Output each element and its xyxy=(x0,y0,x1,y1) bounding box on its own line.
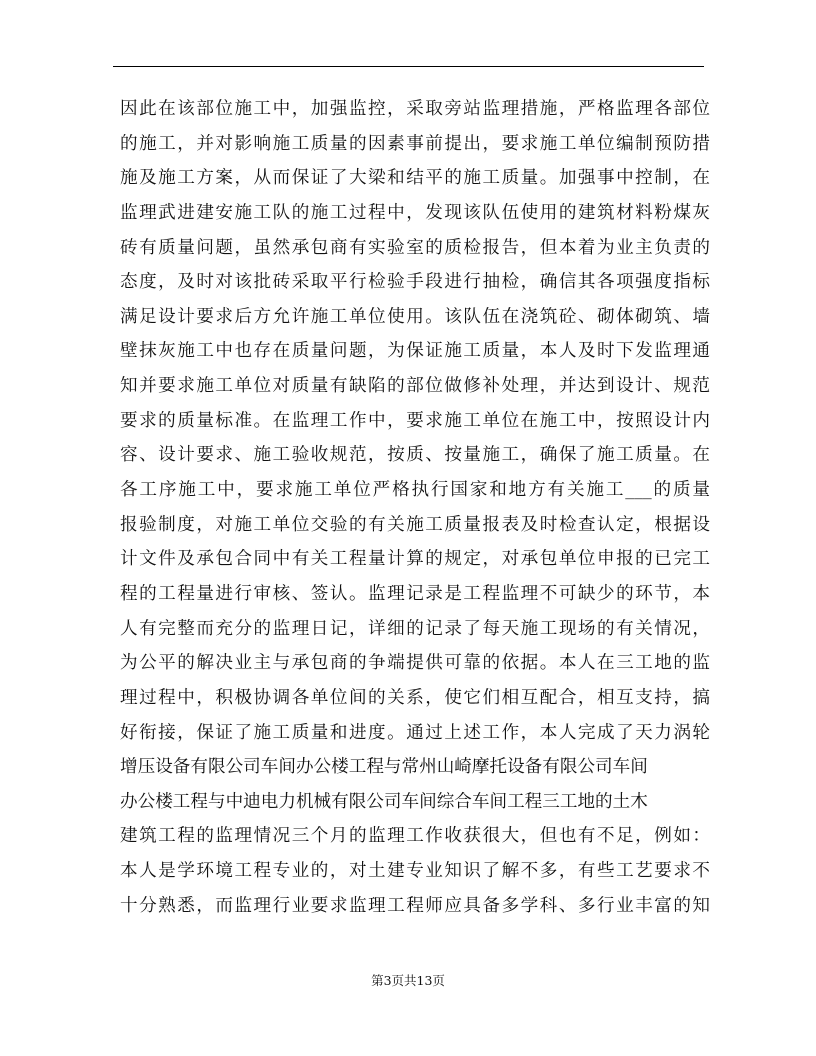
text-line: 报验制度，对施工单位交验的有关施工质量报表及时检查认定，根据设 xyxy=(120,514,710,535)
text-line: 壁抹灰施工中也存在质量问题，为保证施工质量，本人及时下发监理通 xyxy=(120,341,710,362)
text-line: 各工序施工中，要求施工单位严格执行国家和地方有关施工___的质量 xyxy=(120,480,710,501)
text-line: 增压设备有限公司车间办公楼工程与常州山崎摩托设备有限公司车间 xyxy=(120,757,648,778)
text-line: 知并要求施工单位对质量有缺陷的部位做修补处理，并达到设计、规范 xyxy=(120,376,710,397)
text-line: 施及施工方案，从而保证了大梁和结平的施工质量。加强事中控制，在 xyxy=(120,168,710,189)
text-line: 好衔接，保证了施工质量和进度。通过上述工作，本人完成了天力涡轮 xyxy=(120,722,710,743)
text-line: 计文件及承包合同中有关工程量计算的规定，对承包单位申报的已完工 xyxy=(120,549,710,570)
text-line: 因此在该部位施工中，加强监控，采取旁站监理措施，严格监理各部位 xyxy=(120,99,710,119)
header-rule xyxy=(113,66,704,67)
text-line: 程的工程量进行审核、签认。监理记录是工程监理不可缺少的环节，本 xyxy=(120,583,710,604)
text-line: 满足设计要求后方允许施工单位使用。该队伍在浇筑砼、砌体砌筑、墙 xyxy=(120,306,710,327)
page-number: 第3页共13页 xyxy=(371,973,445,988)
text-line: 容、设计要求、施工验收规范，按质、按量施工，确保了施工质量。在 xyxy=(120,445,710,466)
text-line: 本人是学环境工程专业的，对土建专业知识了解不多，有些工艺要求不 xyxy=(120,861,710,882)
text-line: 建筑工程的监理情况三个月的监理工作收获很大，但也有不足，例如： xyxy=(120,826,710,847)
text-line: 人有完整而充分的监理日记，详细的记录了每天施工现场的有关情况， xyxy=(120,618,710,639)
text-line: 为公平的解决业主与承包商的争端提供可靠的依据。本人在三工地的监 xyxy=(120,653,710,674)
text-line: 要求的质量标准。在监理工作中，要求施工单位在施工中，按照设计内 xyxy=(120,410,710,431)
text-line: 十分熟悉，而监理行业要求监理工程师应具备多学科、多行业丰富的知 xyxy=(120,895,710,916)
body-text xyxy=(120,92,710,923)
text-line: 理过程中，积极协调各单位间的关系，使它们相互配合，相互支持，搞 xyxy=(120,687,710,708)
text-line: 的施工，并对影响施工质量的因素事前提出，要求施工单位编制预防措 xyxy=(120,133,710,154)
text-line: 办公楼工程与中迪电力机械有限公司车间综合车间工程三工地的土木 xyxy=(120,791,648,812)
text-line: 砖有质量问题，虽然承包商有实验室的质检报告，但本着为业主负责的 xyxy=(120,237,710,258)
text-line: 监理武进建安施工队的施工过程中，发现该队伍使用的建筑材料粉煤灰 xyxy=(120,202,710,223)
text-line: 态度，及时对该批砖采取平行检验手段进行抽检，确信其各项强度指标 xyxy=(120,272,710,293)
